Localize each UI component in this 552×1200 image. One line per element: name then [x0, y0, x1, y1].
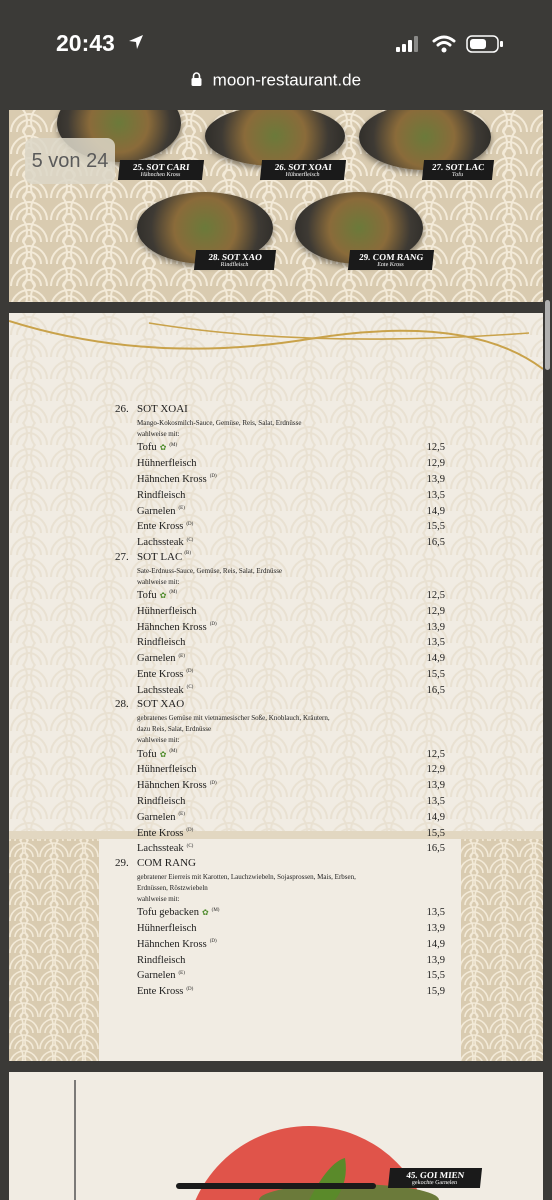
photo-label: 28. SOT XAO Rindfleisch	[194, 250, 276, 270]
vegan-leaf-icon: ✿	[159, 443, 167, 453]
dish-name: SOT XAO	[137, 698, 185, 711]
address-bar[interactable]	[0, 70, 552, 110]
menu-list	[115, 403, 445, 1000]
clock: 20:43	[56, 30, 115, 56]
vegan-leaf-icon: ✿	[201, 908, 209, 918]
menu-page-text	[9, 313, 543, 1061]
menu-page-photos	[9, 110, 543, 302]
menu-page-next	[9, 1072, 543, 1200]
scrollbar[interactable]	[545, 300, 550, 370]
dish-name: SOT XOAI	[137, 403, 188, 415]
dish-name: COM RANG	[137, 856, 196, 869]
vegan-leaf-icon: ✿	[159, 590, 167, 600]
photo-label: 25. SOT CARI Hähnchen Kross	[118, 160, 204, 180]
status-bar	[0, 0, 552, 70]
menu-item: 28. SOT XAO gebratenes Gemüse mit vietnamesischer Soße, Knoblauch, Kräutern, dazu Reis, Salat, Erdnüsse wahlweise mit: Tofu ✿ $^{(M)}$ 12,5 Hühnerfleisch 12,9 Hähnchen Kross $^{(D)}$ 13,9 Rindfleisch 13,5 Garnelen $^{(E)}$ 14,9 Ente Kross $^{(D)}$ 15,5 Lachssteak $^{(C)}$ 16,5	[115, 698, 445, 855]
location-arrow-icon	[128, 34, 144, 55]
menu-item: 29. COM RANG gebratener Eierreis mit Karotten, Lauchzwiebeln, Sojasprossen, Mais, Erbsen, Erdnüssen, Röstzwiebeln wahlweise mit: Tofu gebacken ✿ $^{(M)}$ 13,5 Hühnerfleisch 13,9 Hähnchen Kross $^{(D)}$ 14,9 Rindfleisch 13,9 Garnelen $^{(E)}$ 15,5 Ente Kross $^{(D)}$ 15,9	[115, 856, 445, 998]
page-counter: 5 von 24	[25, 138, 115, 184]
photo-label: 27. SOT LAC Tofu	[422, 160, 494, 180]
dish-name: SOT LAC	[137, 550, 183, 563]
photo-label: 26. SOT XOAI Hühnerfleisch	[260, 160, 346, 180]
url-text: moon-restaurant.de	[212, 70, 362, 90]
photo-label: 29. COM RANG Ente Kross	[348, 250, 434, 270]
wifi-icon	[432, 35, 456, 58]
cellular-signal-icon	[396, 36, 422, 57]
menu-item: 26. SOT XOAI Mango-Kokosmilch-Sauce, Gemüse, Reis, Salat, Erdnüsse wahlweise mit: Tofu ✿ $^{(M)}$ 12,5 Hühnerfleisch 12,9 Hähnchen Kross $^{(D)}$ 13,9 Rindfleisch 13,5 Garnelen $^{(E)}$ 14,9 Ente Kross $^{(D)}$ 15,5 Lachssteak $^{(C)}$ 16,5	[115, 403, 445, 549]
photo-label: 45. GOI MIEN gekochte Garnelen	[388, 1168, 482, 1188]
home-indicator[interactable]	[176, 1183, 376, 1189]
menu-item: 27. SOT LAC (B) Sate-Erdnuss-Sauce, Gemüse, Reis, Salat, Erdnüsse wahlweise mit: Tofu ✿ $^{(M)}$ 12,5 Hühnerfleisch 12,9 Hähnchen Kross $^{(D)}$ 13,9 Rindfleisch 13,5 Garnelen $^{(E)}$ 14,9 Ente Kross $^{(D)}$ 15,5 Lachssteak $^{(C)}$ 16,5	[115, 550, 445, 696]
lock-icon	[191, 71, 202, 91]
vegan-leaf-icon: ✿	[159, 749, 167, 759]
battery-icon	[466, 35, 504, 58]
